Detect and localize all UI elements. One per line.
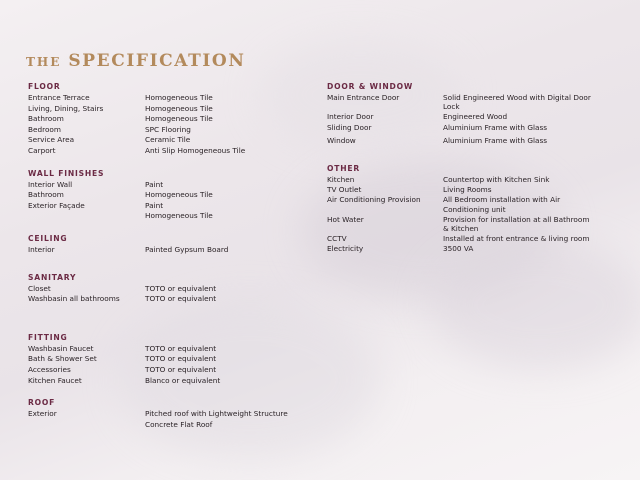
section-heading: OTHER: [327, 164, 361, 174]
spec-row: [28, 93, 308, 104]
right-column: [327, 82, 627, 254]
title-main: SPECIFICATION: [68, 51, 246, 71]
spec-label: [28, 420, 145, 431]
section-heading: FLOOR: [28, 82, 61, 91]
spec-row: [28, 420, 308, 431]
section-floor: [28, 82, 308, 157]
page-title: [26, 36, 245, 74]
spec-label: Kitchen Faucet: [28, 375, 82, 385]
spec-value: Paint: [145, 179, 164, 189]
spec-value: All Bedroom installation with Air Conditioning unit: [443, 195, 561, 214]
spec-row: [28, 190, 308, 201]
section-ceiling: [28, 234, 308, 256]
spec-value: SPC Flooring: [145, 124, 191, 134]
spec-label: Air Conditioning Provision: [327, 195, 421, 205]
spec-label: Main Entrance Door: [327, 93, 400, 102]
spec-value: Homogeneous Tile: [145, 211, 213, 221]
title-prefix: THE: [26, 55, 62, 69]
spec-row: [28, 284, 308, 295]
spec-label: Washbasin Faucet: [28, 343, 94, 353]
spec-value: TOTO or equivalent: [145, 343, 217, 353]
spec-row: [28, 180, 308, 191]
spec-label: Interior Wall: [28, 179, 73, 189]
spec-row: [28, 201, 308, 212]
spec-label: Bathroom: [28, 114, 64, 124]
section-heading: ROOF: [28, 398, 56, 408]
spec-row: [28, 114, 308, 125]
spec-row: [327, 185, 627, 194]
spec-value: Aluminium Frame with Glass: [443, 122, 548, 132]
spec-row: [327, 195, 627, 213]
spec-label: Closet: [28, 283, 51, 293]
spec-row: [28, 135, 308, 146]
spec-value: 3500 VA: [443, 244, 474, 254]
spec-label: Bedroom: [28, 124, 62, 134]
spec-row: [327, 244, 627, 253]
spec-value: Blanco or equivalent: [145, 375, 221, 385]
spec-value: Engineered Wood: [443, 112, 508, 122]
spec-row: [28, 409, 308, 420]
spec-value: Pitched roof with Lightweight Structure: [145, 409, 288, 419]
spec-label: Living, Dining, Stairs: [28, 103, 104, 113]
spec-label: Bathroom: [28, 190, 64, 200]
spec-value: Homogeneous Tile: [145, 190, 213, 200]
spec-row: [28, 344, 308, 355]
spec-label: Sliding Door: [327, 122, 372, 132]
background-cloud: [430, 240, 640, 370]
spec-value: Installed at front entrance & living room: [443, 234, 590, 244]
spec-label: [28, 211, 145, 222]
spec-value: Countertop with Kitchen Sink: [443, 175, 550, 185]
spec-value: Provision for installation at all Bathroom & Kitchen: [443, 214, 590, 234]
section-heading: CEILING: [28, 233, 68, 243]
spec-row: [28, 354, 308, 365]
spec-row: [327, 136, 627, 145]
spec-label: Exterior: [28, 409, 57, 419]
section-roof: [28, 398, 308, 430]
spec-label: Kitchen: [327, 175, 355, 185]
spec-row: [28, 294, 308, 305]
section-other: [327, 164, 627, 254]
section-heading: DOOR & WINDOW: [327, 82, 414, 91]
spec-label: Service Area: [28, 135, 75, 145]
section-heading: WALL FINISHES: [28, 168, 105, 178]
spec-value: TOTO or equivalent: [145, 283, 217, 293]
spec-row: [28, 125, 308, 136]
spec-value: TOTO or equivalent: [145, 354, 217, 364]
spec-label: Washbasin all bathrooms: [28, 294, 120, 304]
spec-row: [28, 211, 308, 222]
spec-row: [327, 93, 627, 111]
spec-value: Anti Slip Homogeneous Tile: [145, 145, 246, 155]
section-door-window: [327, 82, 627, 145]
spec-value: Aluminium Frame with Glass: [443, 135, 548, 145]
spec-row: [28, 245, 308, 256]
spec-label: Carport: [28, 145, 56, 155]
spec-value: Concrete Flat Roof: [145, 419, 213, 429]
spec-value: Living Rooms: [443, 185, 492, 195]
spec-row: [327, 215, 627, 233]
spec-label: Accessories: [28, 364, 71, 374]
left-column: [28, 82, 308, 430]
spec-label: Interior Door: [327, 112, 374, 122]
spec-value: Homogeneous Tile: [145, 93, 213, 102]
spec-value: TOTO or equivalent: [145, 294, 217, 304]
spec-label: Entrance Terrace: [28, 93, 90, 102]
spec-label: Window: [327, 135, 356, 145]
spec-label: Electricity: [327, 244, 364, 254]
spec-value: Paint: [145, 200, 164, 210]
section-heading: SANITARY: [28, 272, 77, 282]
spec-row: [327, 123, 627, 132]
spec-value: Homogeneous Tile: [145, 103, 213, 113]
spec-value: Painted Gypsum Board: [145, 244, 229, 254]
spec-value: Homogeneous Tile: [145, 114, 213, 124]
section-sanitary: [28, 273, 308, 305]
spec-row: [28, 104, 308, 115]
spec-label: CCTV: [327, 234, 347, 244]
spec-label: Bath & Shower Set: [28, 354, 97, 364]
spec-value: TOTO or equivalent: [145, 364, 217, 374]
spec-label: Hot Water: [327, 214, 364, 224]
spec-value: Ceramic Tile: [145, 135, 191, 145]
spec-label: Interior: [28, 244, 55, 254]
section-wall-finishes: [28, 169, 308, 222]
spec-row: [327, 175, 627, 184]
spec-row: [28, 365, 308, 376]
spec-row: [327, 234, 627, 243]
spec-row: [327, 112, 627, 121]
spec-row: [28, 146, 308, 157]
spec-row: [28, 376, 308, 387]
section-heading: FITTING: [28, 332, 68, 342]
spec-label: TV Outlet: [327, 185, 362, 195]
section-fitting: [28, 333, 308, 386]
spec-value: Solid Engineered Wood with Digital Door Lock: [443, 93, 591, 112]
spec-label: Exterior Façade: [28, 200, 85, 210]
